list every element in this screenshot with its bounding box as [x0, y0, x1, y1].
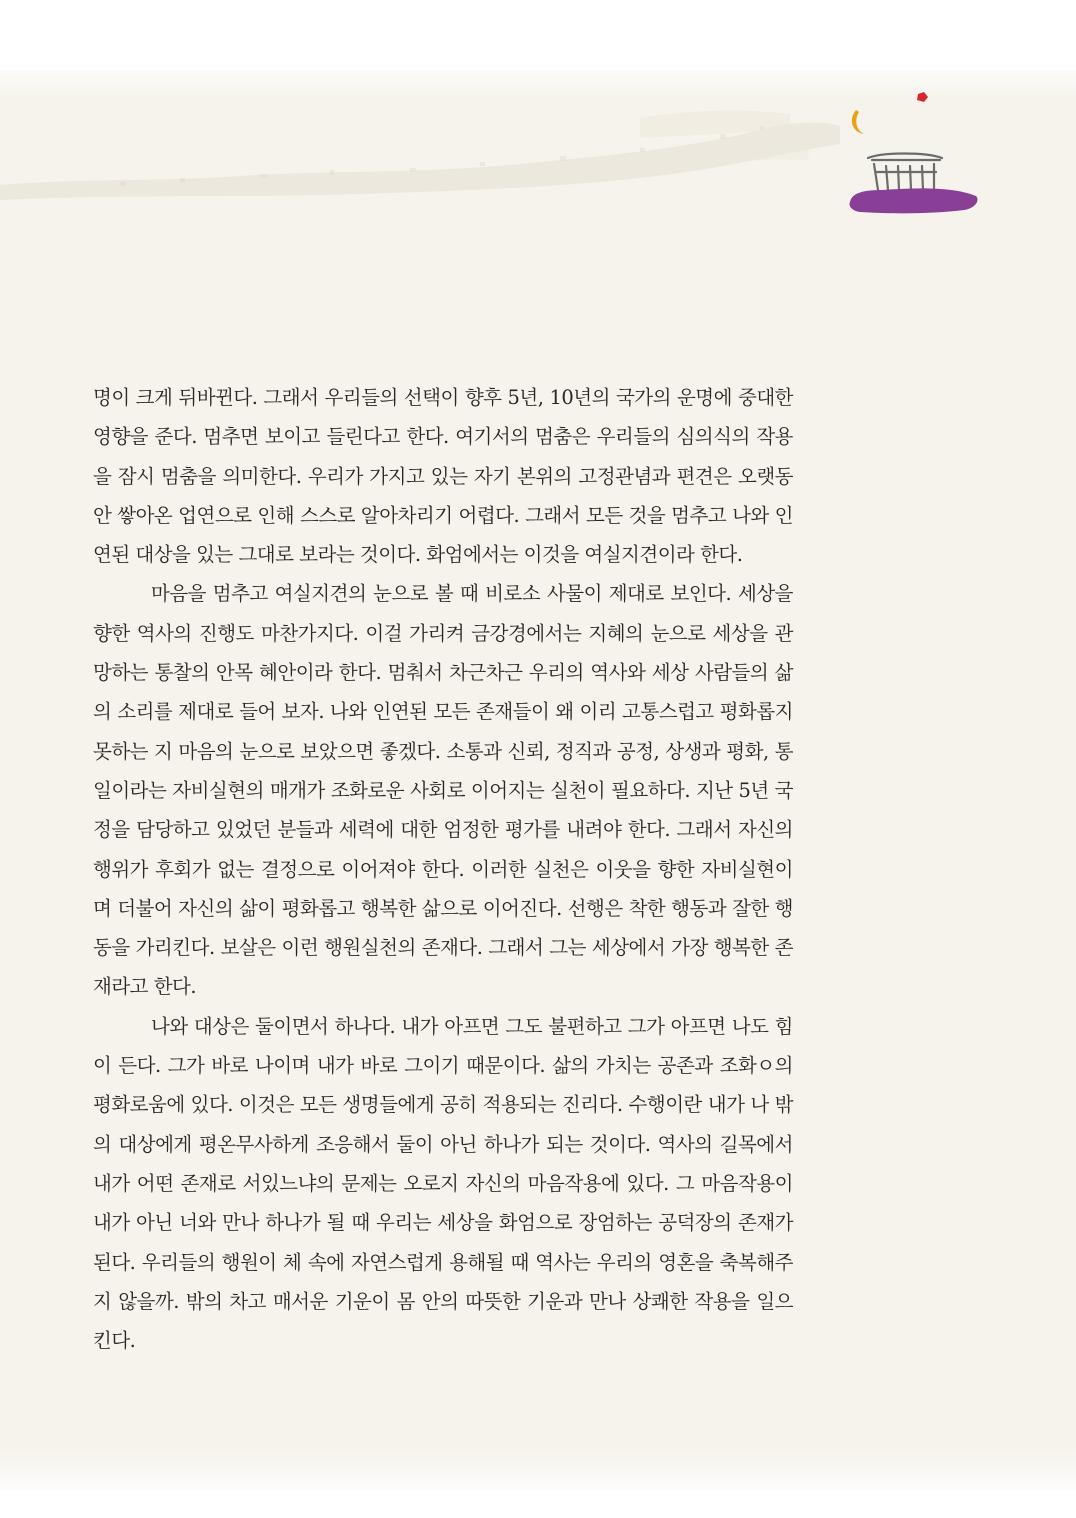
building-mark [868, 154, 942, 191]
article-body [93, 378, 793, 1360]
ground-mark [849, 188, 977, 213]
paragraph-2: 마음을 멈추고 여실지견의 눈으로 볼 때 비로소 사물이 제대로 보인다. 세상을 향한 역사의 진행도 마찬가지다. 이걸 가리켜 금강경에서는 지혜의 눈으로 세상을 관망하는 통찰의 안목 혜안이라 한다. 멈춰서 차근차근 우리의 역사와 세상 사람들의 삶의 소리를 제대로 들어 보자. 나와 인연된 모든 존재들이 왜 이리 고통스럽고 평화롭지 못하는 지 마음의 눈으로 보았으면 좋겠다. 소통과 신뢰, 정직과 공정, 상생과 평화, 통일이라는 자비실현의 매개가 조화로운 사회로 이어지는 실천이 필요하다. 지난 5년 국정을 담당하고 있었던 분들과 세력에 대한 엄정한 평가를 내려야 한다. 그래서 자신의 행위가 후회가 없는 결정으로 이어져야 한다. 이러한 실천은 이웃을 향한 자비실현이며 더불어 자신의 삶이 평화롭고 행복한 삶으로 이어진다. 선행은 착한 행동과 잘한 행동을 가리킨다. 보살은 이런 행원실천의 존재다. 그래서 그는 세상에서 가장 행복한 존재라고 한다. [93, 582, 793, 999]
sun-mark [917, 92, 928, 102]
moon-mark [852, 110, 864, 134]
paragraph-1: 명이 크게 뒤바뀐다. 그래서 우리들의 선택이 향후 5년, 10년의 국가의 운명에 중대한 영향을 준다. 멈추면 보이고 들린다고 한다. 여기서의 멈춤은 우리들의 심의식의 작용을 잠시 멈춤을 의미한다. 우리가 가지고 있는 자기 본위의 고정관념과 편견은 오랫동안 쌓아온 업연으로 인해 스스로 알아차리기 어렵다. 그래서 모든 것을 멈추고 나와 인연된 대상을 있는 그대로 보라는 것이다. 화엄에서는 이것을 여실지견이라 한다. [93, 386, 793, 567]
paragraph-3: 나와 대상은 둘이면서 하나다. 내가 아프면 그도 불편하고 그가 아프면 나도 힘이 든다. 그가 바로 나이며 내가 바로 그이기 때문이다. 삶의 가치는 공존과 조화ㅇ의 평화로움에 있다. 이것은 모든 생명들에게 공히 적용되는 진리다. 수행이란 내가 나 밖의 대상에게 평온무사하게 조응해서 둘이 아닌 하나가 되는 것이다. 역사의 길목에서 내가 어떤 존재로 서있느냐의 문제는 오로지 자신의 마음작용에 있다. 그 마음작용이 내가 아닌 너와 만나 하나가 될 때 우리는 세상을 화엄으로 장엄하는 공덕장의 존재가 된다. 우리들의 행원이 체 속에 자연스럽게 용해될 때 역사는 우리의 영혼을 축복해주지 않을까. 밖의 차고 매서운 기운이 몸 안의 따뜻한 기운과 만나 상쾌한 작용을 일으킨다. [93, 1014, 793, 1353]
temple-moon-icon [842, 86, 982, 216]
